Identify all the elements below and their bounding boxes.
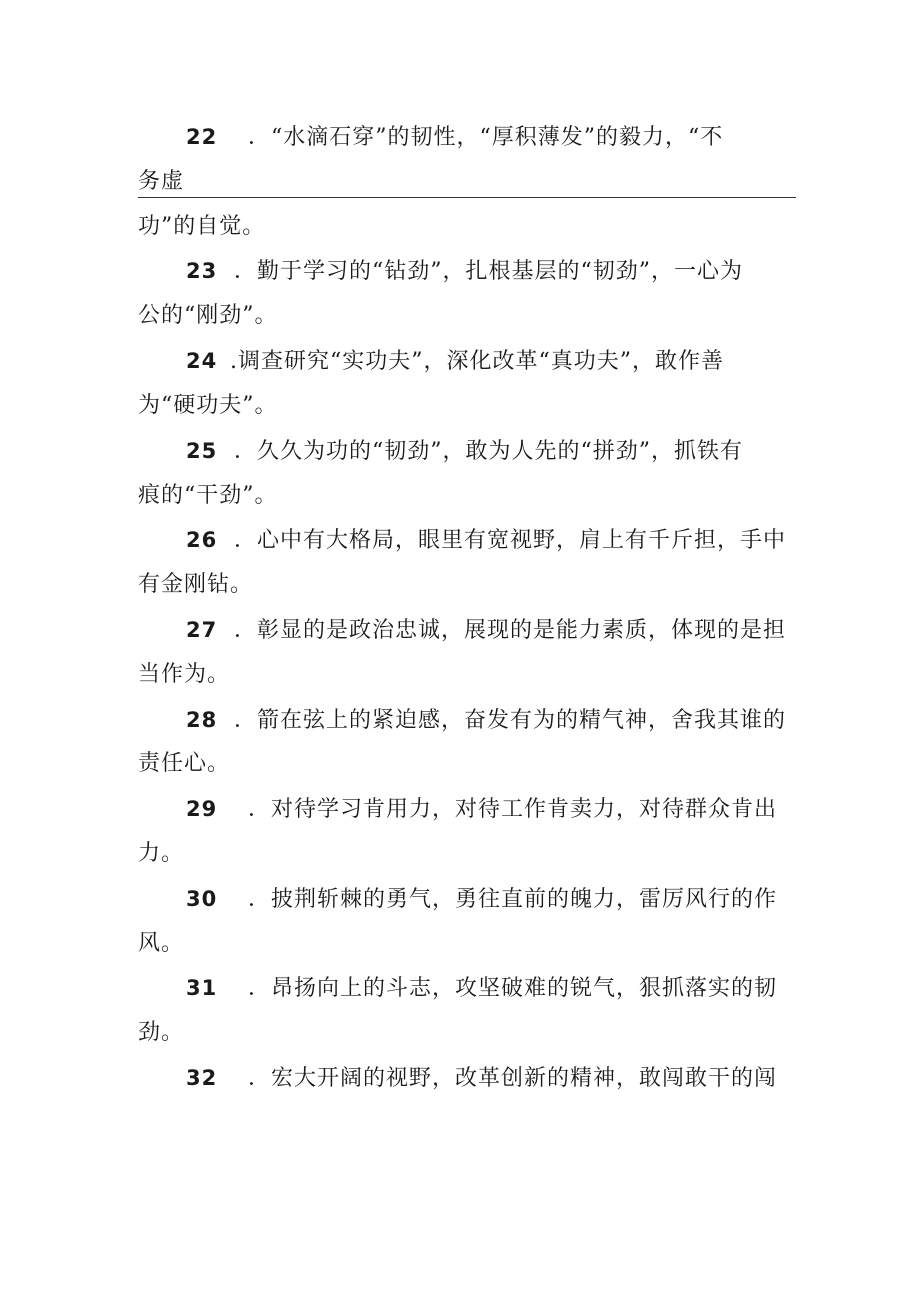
item-text: ．心中有大格局，眼里有宽视野，肩上有千斤担，手中 [234,528,787,553]
item-22-line-3 [138,212,798,242]
item-text: ．箭在弦上的紧迫感，奋发有为的精气神，舍我其谁的 [234,708,787,733]
item-23-line-1 [138,256,798,287]
item-22-line-1 [138,122,798,153]
item-text: 痕的“干劲”。 [138,483,278,508]
item-27-line-1 [138,615,798,646]
item-text: ．披荆斩棘的勇气，勇往直前的魄力，雷厉风行的作 [248,887,778,912]
item-number: 30 [186,887,218,911]
item-text: ．久久为功的“韧劲”，敢为人先的“拼劲”，抓铁有 [234,439,743,464]
item-text: 功”的自觉。 [138,214,266,239]
item-text: 责任心。 [138,751,231,776]
item-text: 务虚 [138,169,185,194]
item-number: 25 [186,439,218,463]
item-32-line-1 [138,1063,798,1094]
item-text: 风。 [138,931,185,956]
divider-line [138,197,796,198]
item-text: 力。 [138,841,185,866]
item-text: ．昂扬向上的斗志，攻坚破难的锐气，狠抓落实的韧 [248,976,778,1001]
item-26-line-1 [138,525,798,556]
item-25-line-1 [138,436,798,467]
item-number: 29 [186,797,218,821]
item-28-line-1 [138,705,798,736]
item-29-line-2 [138,839,798,869]
item-29-line-1 [138,794,798,825]
item-30-line-1 [138,884,798,915]
item-31-line-2 [138,1018,798,1048]
item-number: 22 [186,125,218,149]
item-text: ．彰显的是政治忠诚，展现的是能力素质，体现的是担 [234,618,787,643]
item-28-line-2 [138,749,798,779]
item-24-line-2 [138,391,798,421]
item-text: ．勤于学习的“钻劲”，扎根基层的“韧劲”，一心为 [234,259,743,284]
item-number: 31 [186,976,218,1000]
item-text: 有金刚钻。 [138,572,254,597]
item-22-line-2 [138,167,798,197]
item-number: 28 [186,708,218,732]
item-number: 27 [186,618,218,642]
item-text: 公的“刚劲”。 [138,303,278,328]
item-text: ．对待学习肯用力，对待工作肯卖力，对待群众肯出 [248,797,778,822]
item-text: 劲。 [138,1020,185,1045]
item-24-line-1 [138,346,798,377]
item-27-line-2 [138,660,798,690]
item-text: 当作为。 [138,662,231,687]
item-number: 26 [186,528,218,552]
item-30-line-2 [138,929,798,959]
item-26-line-2 [138,570,798,600]
item-text: ．“水滴石穿”的韧性，“厚积薄发”的毅力，“不 [248,125,724,150]
item-number: 24 [186,349,218,373]
item-23-line-2 [138,301,798,331]
item-31-line-1 [138,973,798,1004]
item-25-line-2 [138,481,798,511]
item-number: 32 [186,1066,218,1090]
item-text: 为“硬功夫”。 [138,393,278,418]
item-text: .调查研究“实功夫”，深化改革“真功夫”，敢作善 [230,349,724,374]
item-text: ．宏大开阔的视野，改革创新的精神，敢闯敢干的闯 [248,1066,778,1091]
item-number: 23 [186,259,218,283]
